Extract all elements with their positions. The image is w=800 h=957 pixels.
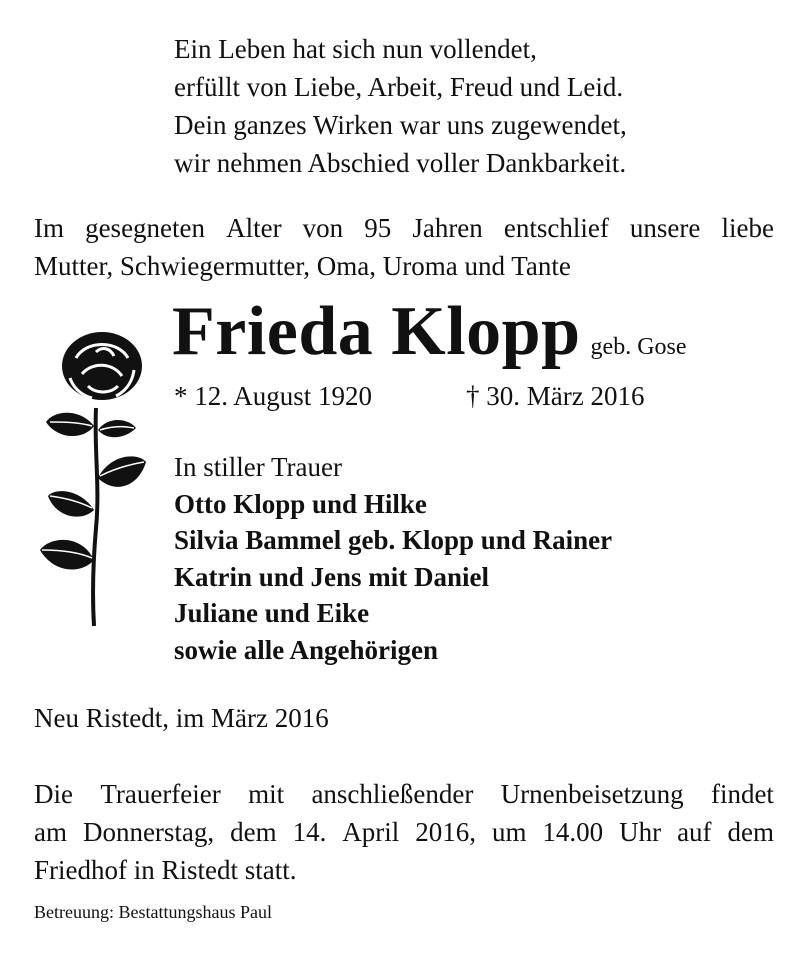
ceremony-line-2 (34, 813, 774, 851)
deceased-name-line (172, 292, 687, 372)
word: auf (677, 817, 712, 847)
word: Im (34, 213, 64, 243)
intro-text (34, 209, 774, 285)
word: 2016, (415, 817, 476, 847)
word: dem (727, 817, 774, 847)
word: dem (230, 817, 277, 847)
word: Urnenbeisetzung (500, 779, 684, 809)
ceremony-line-3: Friedhof in Ristedt statt. (34, 855, 297, 885)
death-date: † 30. März 2016 (466, 381, 645, 411)
birth-date: * 12. August 1920 (174, 381, 373, 411)
word: Alter (226, 213, 282, 243)
word: um (491, 817, 527, 847)
mourner-name: sowie alle Angehörigen (174, 634, 438, 665)
intro-line-2: Mutter, Schwiegermutter, Oma, Uroma und Tante (34, 251, 571, 281)
word: Jahren (412, 213, 483, 243)
life-dates (174, 381, 645, 412)
word: findet (710, 779, 774, 809)
funeral-home-credit: Betreuung: Bestattungshaus Paul (34, 902, 272, 922)
ceremony-text (34, 775, 774, 889)
word: 95 (364, 213, 392, 243)
mourner-name: Otto Klopp und Hilke (174, 488, 427, 519)
word: gesegneten (85, 213, 206, 243)
word: entschlief (503, 213, 609, 243)
mourner-name: Silvia Bammel geb. Klopp und Rainer (174, 525, 613, 555)
place-date: Neu Ristedt, im März 2016 (34, 703, 329, 733)
word: am (34, 817, 67, 847)
mourners-list (174, 449, 612, 668)
birth-name: geb. Gose (590, 334, 687, 360)
poem-line: Dein ganzes Wirken war uns zugewendet, (174, 110, 627, 140)
poem-line: Ein Leben hat sich nun vollendet, (174, 34, 537, 64)
word: April (342, 817, 400, 847)
word: Die (34, 779, 73, 809)
word: Donnerstag, (82, 817, 215, 847)
word: unsere (629, 213, 701, 243)
word: 14.00 (542, 817, 604, 847)
mourner-name: Katrin und Jens mit Daniel (174, 561, 490, 592)
ceremony-line-1 (34, 775, 774, 813)
mourning-intro: In stiller Trauer (174, 452, 342, 482)
poem (174, 30, 627, 182)
word: liebe (721, 213, 774, 243)
poem-line: wir nehmen Abschied voller Dankbarkeit. (174, 148, 627, 178)
word: 14. (292, 817, 327, 847)
word: Uhr (619, 817, 662, 847)
word: von (302, 213, 344, 243)
word: anschließender (311, 779, 474, 809)
word: Trauerfeier (100, 779, 221, 809)
deceased-name: Frieda Klopp (172, 293, 581, 370)
word: mit (248, 779, 285, 809)
mourner-name: Juliane und Eike (174, 598, 370, 628)
intro-line-1 (34, 209, 774, 247)
poem-line: erfüllt von Liebe, Arbeit, Freud und Leid. (174, 72, 624, 102)
rose-icon (36, 328, 148, 628)
